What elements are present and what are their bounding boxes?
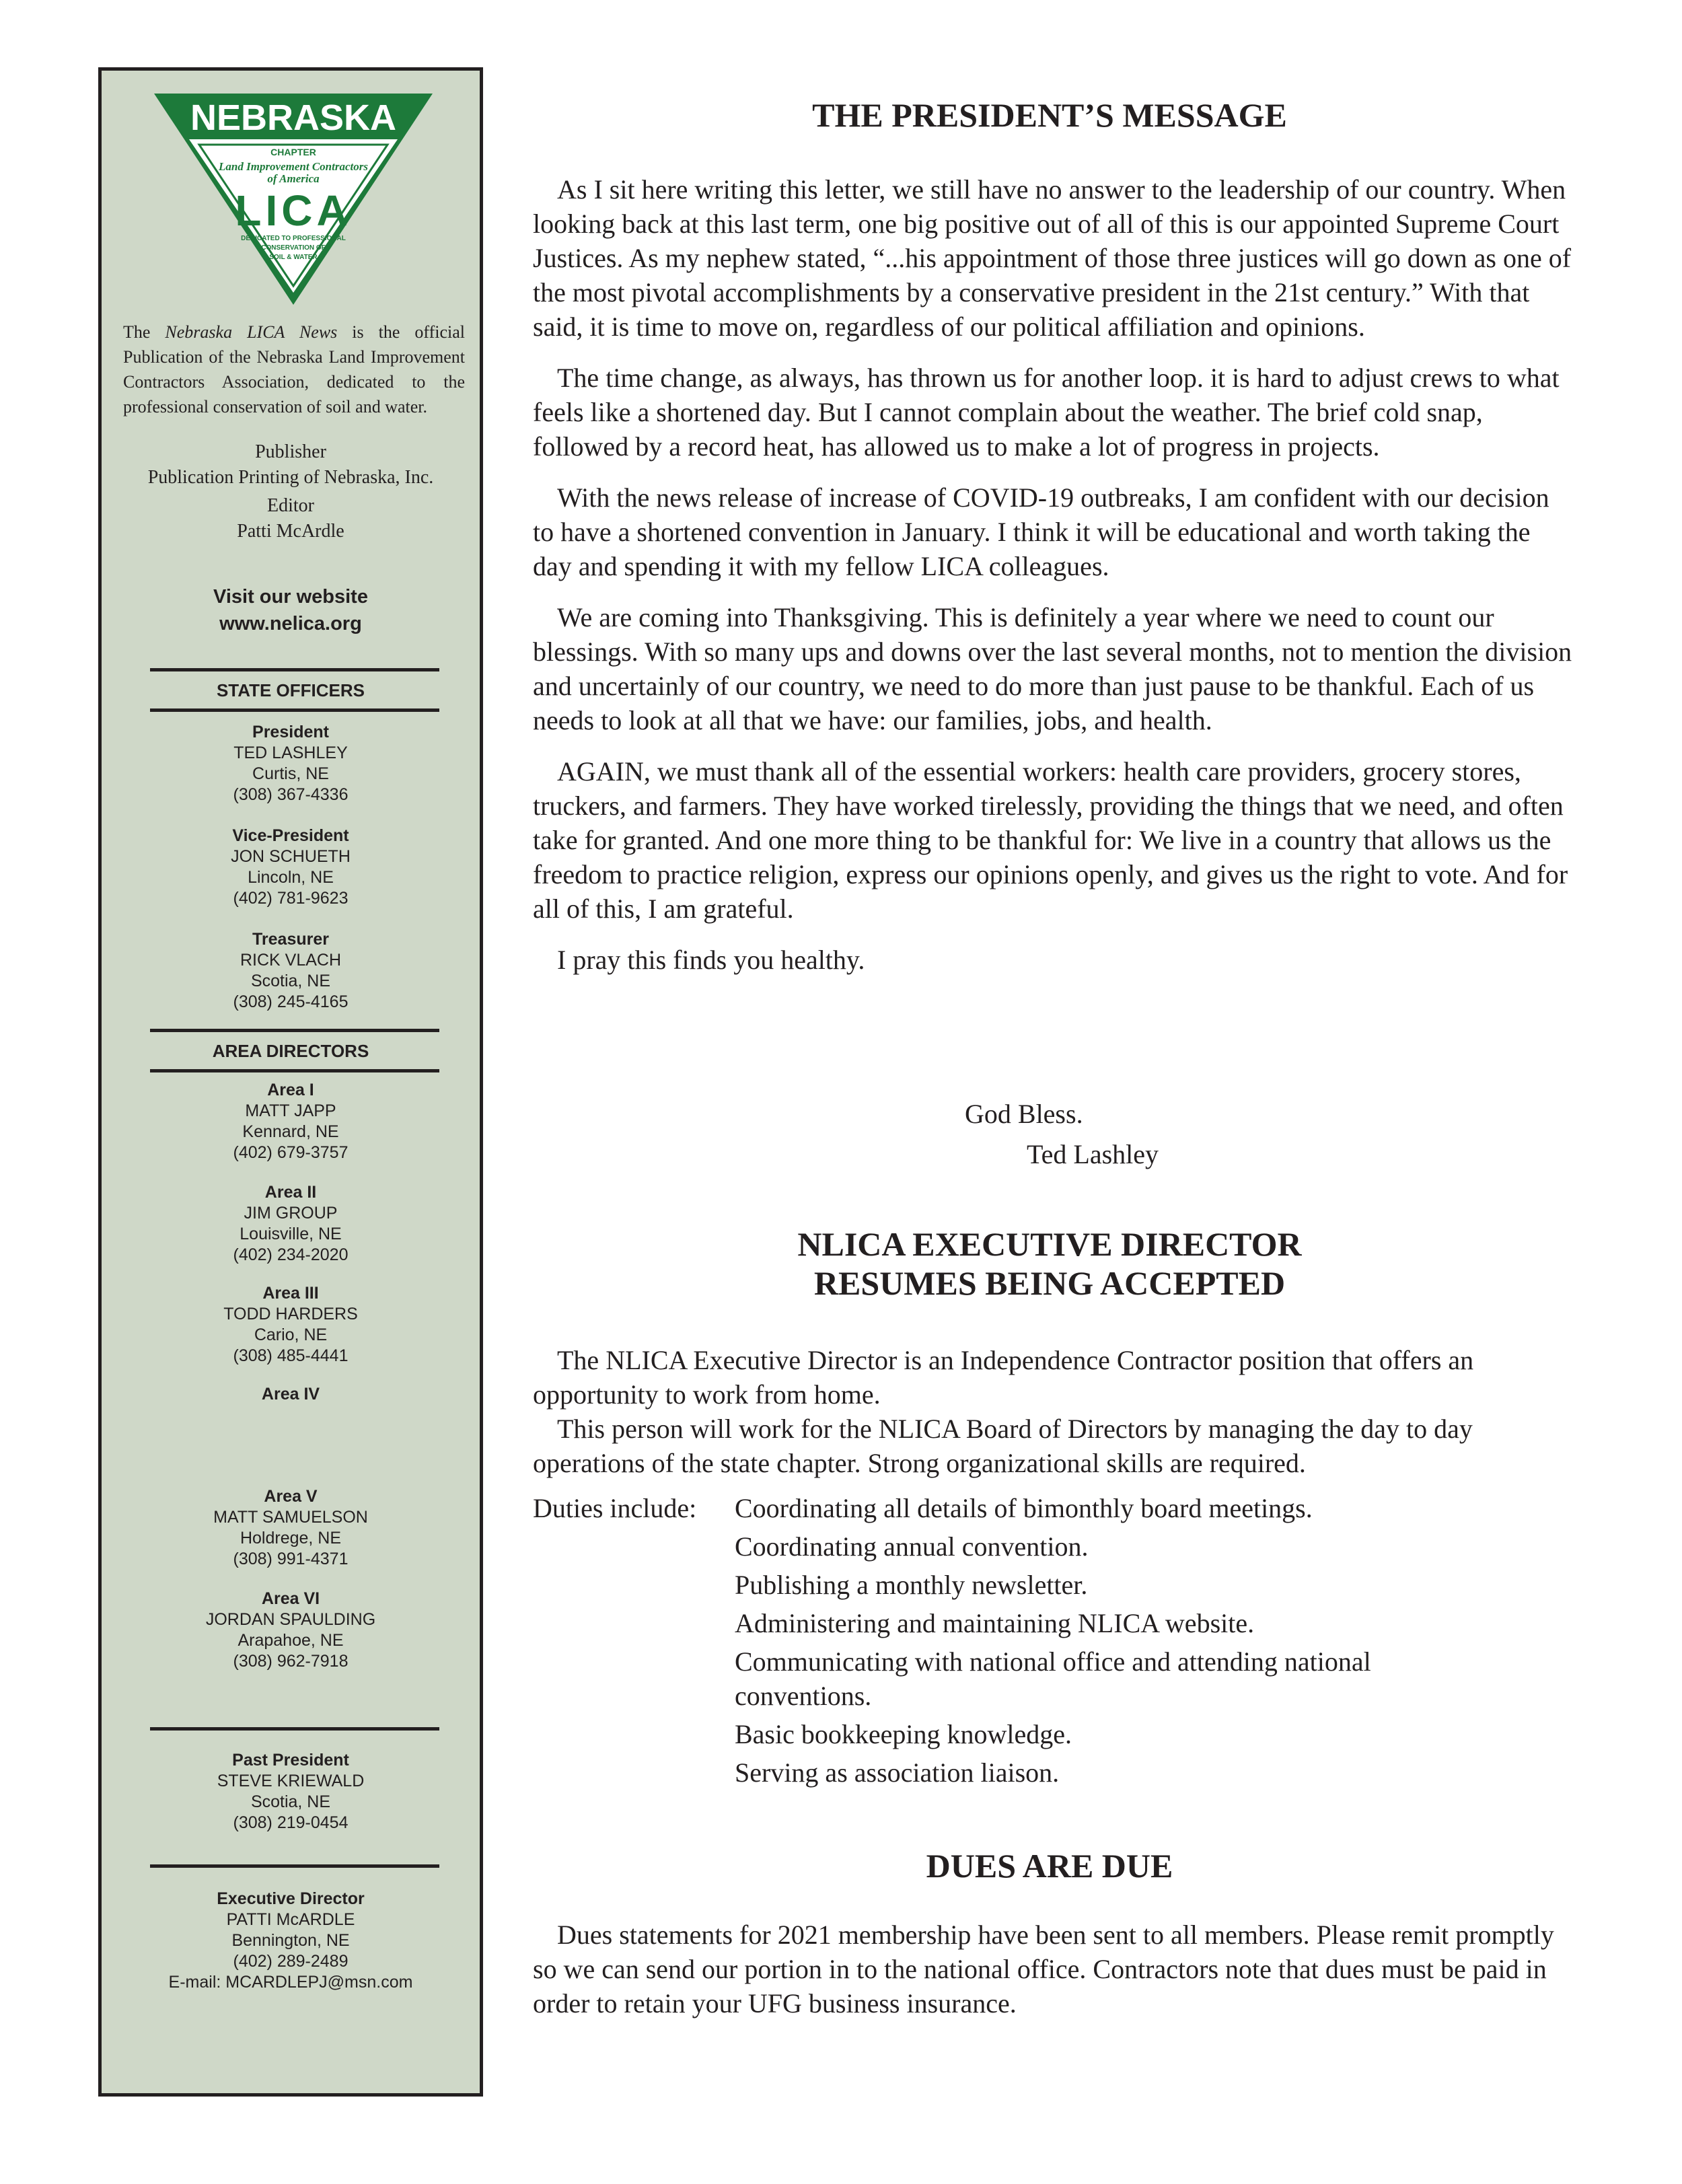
state-officers-heading: STATE OFFICERS [216, 680, 365, 700]
exec-director-title: NLICA EXECUTIVE DIRECTOR RESUMES BEING ACCEPTED [797, 1225, 1302, 1302]
list-item: Coordinating annual convention. [735, 1531, 1089, 1562]
list-item: Communicating with national office and attending national conventions. [735, 1646, 1371, 1711]
paragraph: As I sit here writing this letter, we still have no answer to the leadership of our country. When looking back at this last term, one big positive out of all of this is our appointed Supreme Court Justices. As my nephew stated, “...his appointment of those three justices will go down as one of the most pivotal accomplishments by a conservative president in the 21st century.” With that said, it is time to move on, regardless of our political affiliation and opinions. [533, 174, 1572, 342]
paragraph: With the news release of increase of COVID-19 outbreaks, I am confident with our decision to have a shortened convention in January. I think it will be educational and worth taking the day and spending it with my fellow LICA colleagues. [533, 482, 1549, 581]
duties-list [735, 1491, 1508, 1794]
divider [150, 668, 439, 671]
dues-body [533, 1918, 1572, 2037]
svg-text:CHAPTER: CHAPTER [270, 147, 316, 157]
divider [150, 1029, 439, 1032]
presidents-message-title: THE PRESIDENT’S MESSAGE [812, 96, 1287, 134]
email-link[interactable]: E-mail: MCARDLEPJ@msn.com [168, 1973, 413, 1992]
list-item: Basic bookkeeping knowledge. [735, 1719, 1072, 1749]
list-item: Coordinating all details of bimonthly board meetings. [735, 1493, 1313, 1523]
paragraph: Dues statements for 2021 membership have been sent to all members. Please remit promptly so we can send our portion in to the national office. Contractors note that dues must be paid in order to retain your UFG business insurance. [533, 1920, 1554, 2018]
dues-title: DUES ARE DUE [926, 1847, 1173, 1885]
list-item: Administering and maintaining NLICA website. [735, 1608, 1255, 1638]
svg-text:of America: of America [267, 172, 320, 185]
list-item: Publishing a monthly newsletter. [735, 1570, 1088, 1600]
masthead-sidebar [98, 67, 483, 2097]
area-directors-heading: AREA DIRECTORS [212, 1041, 369, 1061]
exec-director-body [533, 1343, 1572, 1480]
paragraph: We are coming into Thanksgiving. This is definitely a year where we need to count our blessings. With so many ups and downs over the last several months, not to mention the division and uncertainly of our country, we need to do more than just pause to be thankful. Each of us needs to look at all that we have: our families, jobs, and health. [533, 602, 1572, 735]
director-area-1: Area I MATT JAPP Kennard, NE (402) 679-3757 [233, 1081, 349, 1162]
svg-text:CONSERVATION OF: CONSERVATION OF [261, 244, 326, 252]
paragraph: The NLICA Executive Director is an Independence Contractor position that offers an opportunity to work from home. [533, 1345, 1474, 1410]
paragraph: The time change, as always, has thrown us for another loop. it is hard to adjust crews to what feels like a shortened day. But I cannot complain about the weather. The brief cold snap, followed by a record heat, has allowed us to make a lot of progress in projects. [533, 363, 1560, 462]
director-area-5: Area V MATT SAMUELSON Holdrege, NE (308) 991-4371 [213, 1487, 368, 1568]
website-label: Visit our website [213, 586, 368, 608]
publisher-block [102, 439, 480, 544]
nebraska-lica-logo [149, 91, 438, 307]
officer-president: President TED LASHLEY Curtis, NE (308) 367-4336 [233, 723, 349, 804]
svg-text:DEDICATED TO PROFESSIONAL: DEDICATED TO PROFESSIONAL [241, 235, 346, 242]
director-area-6: Area VI JORDAN SPAULDING Arapahoe, NE (308) 962-7918 [205, 1589, 376, 1671]
divider [150, 1864, 439, 1868]
publisher-name: Publication Printing of Nebraska, Inc. [147, 467, 434, 488]
officer-vice-president: Vice-President JON SCHUETH Lincoln, NE (402) 781-9623 [231, 826, 351, 908]
website-block [102, 583, 480, 637]
duties-label: Duties include: [533, 1493, 697, 1523]
executive-director: Executive Director PATTI McARDLE Bennington, NE (402) 289-2489 E-mail: MCARDLEPJ@msn.com [168, 1889, 413, 1992]
list-item: Serving as association liaison. [735, 1757, 1060, 1788]
closing: God Bless. [965, 1099, 1083, 1129]
director-area-4: Area IV [261, 1385, 320, 1404]
divider [150, 708, 439, 712]
paragraph: I pray this finds you healthy. [557, 945, 865, 975]
svg-text:LICA: LICA [235, 186, 352, 235]
website-link[interactable]: www.nelica.org [219, 613, 362, 634]
director-area-2: Area II JIM GROUP Louisville, NE (402) 234-2020 [233, 1183, 349, 1264]
past-president: Past President STEVE KRIEWALD Scotia, NE (308) 219-0454 [217, 1751, 365, 1832]
presidents-message-body [533, 172, 1572, 994]
officer-treasurer: Treasurer RICK VLACH Scotia, NE (308) 245-4165 [233, 930, 349, 1011]
publication-statement: The Nebraska LICA News is the official Publication of the Nebraska Land Improvement Contractors Association, dedicated to the professional conservation of soil and water. [123, 322, 465, 416]
editor-name: Patti McArdle [237, 521, 344, 542]
divider [150, 1727, 439, 1731]
signature: Ted Lashley [1027, 1139, 1159, 1169]
svg-text:Land Improvement Contractors: Land Improvement Contractors [219, 160, 368, 173]
paragraph: This person will work for the NLICA Board of Directors by managing the day to day operations of the state chapter. Strong organizational skills are required. [533, 1414, 1473, 1478]
svg-text:NEBRASKA: NEBRASKA [190, 98, 397, 138]
editor-label: Editor [267, 495, 314, 516]
svg-text:SOIL & WATER: SOIL & WATER [269, 254, 318, 261]
publisher-label: Publisher [255, 441, 326, 462]
director-area-3: Area III TODD HARDERS Cario, NE (308) 485-4441 [223, 1284, 358, 1365]
paragraph: AGAIN, we must thank all of the essential workers: health care providers, grocery stores, truckers, and farmers. They have worked tirelessly, providing the things that we need, and often take for granted. And one more thing to be thankful for: We live in a country that allows us the freedom to practice religion, express our opinions openly, and gives us the right to vote. And for all of this, I am grateful. [533, 756, 1568, 924]
divider [150, 1069, 439, 1072]
